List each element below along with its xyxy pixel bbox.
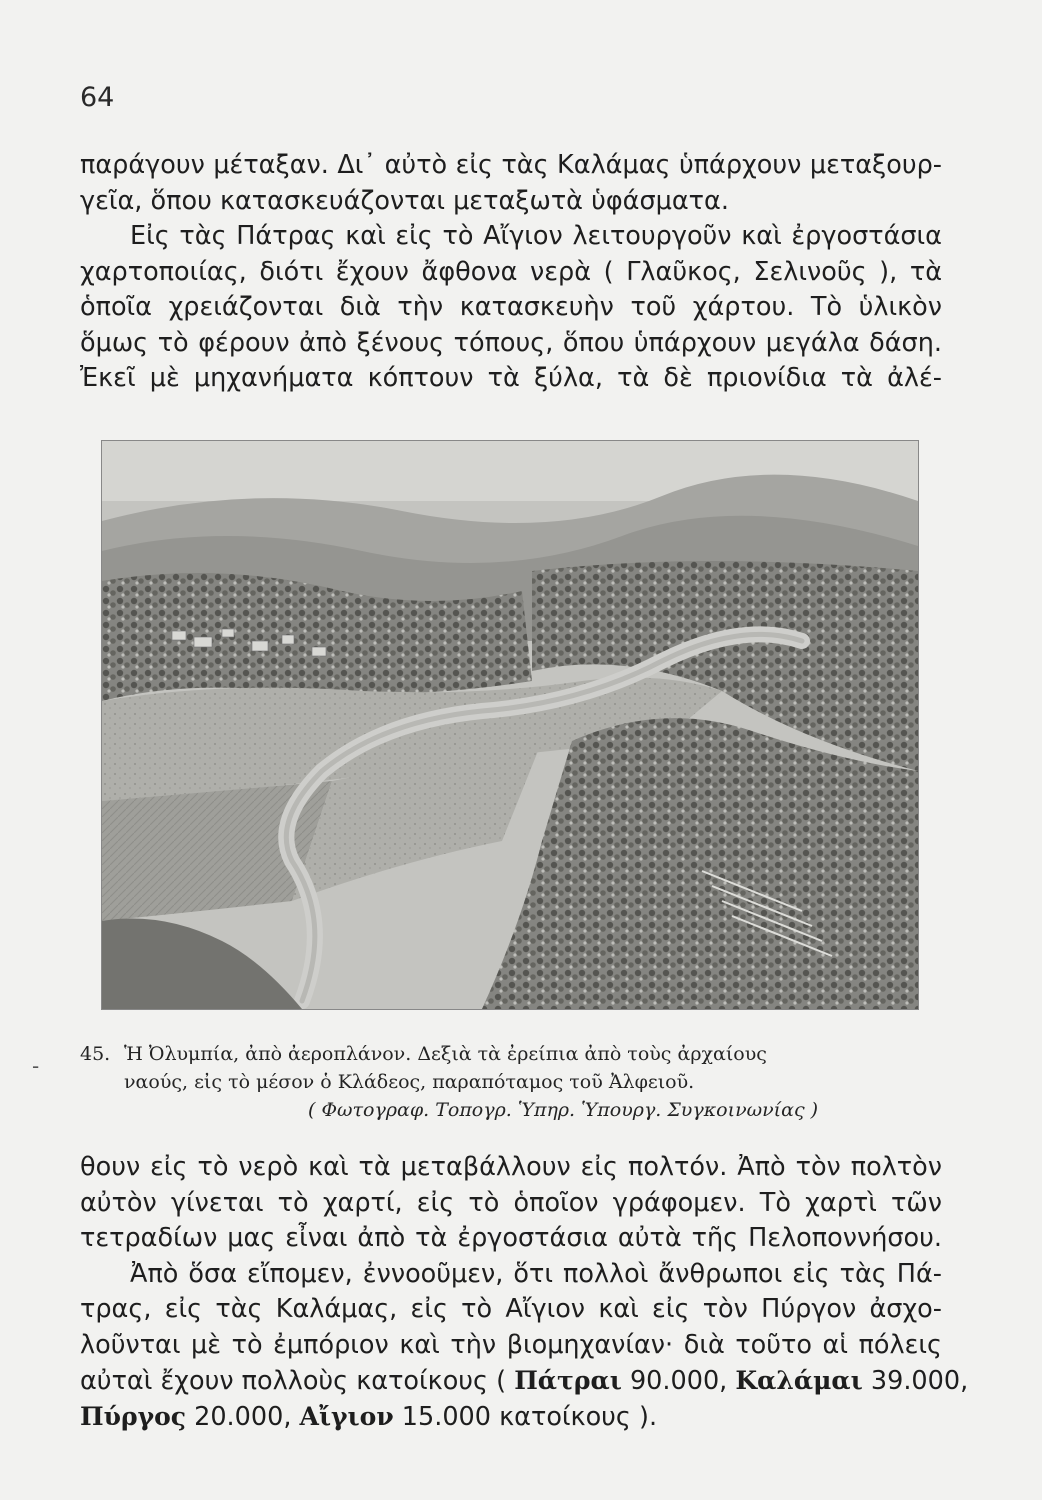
city-aigion: Αἴγιον xyxy=(299,1401,394,1431)
population-line xyxy=(80,1363,969,1399)
text-line: ὁποῖα χρειάζονται διὰ τὴν κατασκευὴν τοῦ χάρτου. Τὸ ὑλικὸν xyxy=(80,292,942,322)
text-line: θουν εἰς τὸ νερὸ καὶ τὰ μεταβάλλουν εἰς πολτόν. Ἀπὸ τὸν πολτὸν xyxy=(80,1152,942,1182)
caption-number: 45. xyxy=(80,1043,111,1065)
text-line: γεῖα, ὅπου κατασκευάζονται μεταξωτὰ ὑφάσματα. xyxy=(80,185,729,216)
city-pyrgos: Πύργος xyxy=(80,1401,186,1431)
text-line: τρας, εἰς τὰς Καλάμας, εἰς τὸ Αἴγιον καὶ εἰς τὸν Πύργον ἀσχο- xyxy=(80,1294,942,1324)
caption-credit: ( Φωτογραφ. Τοπογρ. Ὑπηρ. Ὑπουργ. Συγκοινωνίας ) xyxy=(308,1099,819,1121)
caption-text: Ἡ Ὀλυμπία, ἀπὸ ἀεροπλάνον. Δεξιὰ τὰ ἐρείπια ἀπὸ τοὺς ἀρχαίους xyxy=(124,1043,767,1065)
text-line: χαρτοποιίας, διότι ἔχουν ἄφθονα νερὰ ( Γλαῦκος, Σελινοῦς ), τὰ xyxy=(80,256,942,287)
population-patrai: 90.000, xyxy=(629,1366,728,1396)
text-line: παράγουν μέταξαν. Δι᾽ αὐτὸ εἰς τὰς Καλάμας ὑπάρχουν μεταξουρ- xyxy=(80,150,942,180)
landscape-illustration xyxy=(102,441,918,1009)
population-pyrgos: 20.000, xyxy=(194,1401,292,1432)
bottom-paragraph xyxy=(80,1150,969,1434)
text-line: λοῦνται μὲ τὸ ἐμπόριον καὶ τὴν βιομηχανίαν· διὰ τοῦτο αἱ πόλεις xyxy=(80,1329,942,1360)
text-line: ὅμως τὸ φέρουν ἀπὸ ξένους τόπους, ὅπου ὑπάρχουν μεγάλα δάση. xyxy=(80,327,942,358)
text-line: Εἰς τὰς Πάτρας καὶ εἰς τὸ Αἴγιον λειτουργοῦν καὶ ἐργοστάσια xyxy=(130,221,942,251)
population-prefix: αὐταὶ ἔχουν πολλοὺς κατοίκους ( xyxy=(80,1366,507,1396)
population-suffix: κατοίκους ). xyxy=(499,1401,658,1432)
page-number: 64 xyxy=(80,82,115,113)
text-line: Ἀπὸ ὅσα εἴπομεν, ἐννοοῦμεν, ὅτι πολλοὶ ἄνθρωποι εἰς τὰς Πά- xyxy=(130,1258,942,1289)
caption-line-2: ναούς, εἰς τὸ μέσον ὁ Κλάδεος, παραπόταμος τοῦ Ἀλφειοῦ. xyxy=(124,1071,695,1093)
figure-caption xyxy=(80,1040,960,1124)
caption-line-1 xyxy=(80,1040,960,1068)
population-kalamai: 39.000, xyxy=(870,1366,969,1396)
text-line: τετραδίων μας εἶναι ἀπὸ τὰ ἐργοστάσια αὐτὰ τῆς Πελοποννήσου. xyxy=(80,1223,942,1253)
top-paragraph xyxy=(80,148,942,397)
city-kalamai: Καλάμαι xyxy=(735,1366,863,1395)
text-line: Ἐκεῖ μὲ μηχανήματα κόπτουν τὰ ξύλα, τὰ δὲ πριονίδια τὰ ἀλέ- xyxy=(80,363,942,393)
aerial-photo-olympia xyxy=(101,440,919,1010)
city-patrai: Πάτραι xyxy=(514,1366,622,1395)
population-aigion: 15.000 xyxy=(401,1401,492,1432)
text-line: αὐτὸν γίνεται τὸ χαρτί, εἰς τὸ ὁποῖον γράφομεν. Τὸ χαρτὶ τῶν xyxy=(80,1187,942,1218)
population-line-2 xyxy=(80,1399,942,1435)
margin-mark: - xyxy=(32,1054,40,1078)
